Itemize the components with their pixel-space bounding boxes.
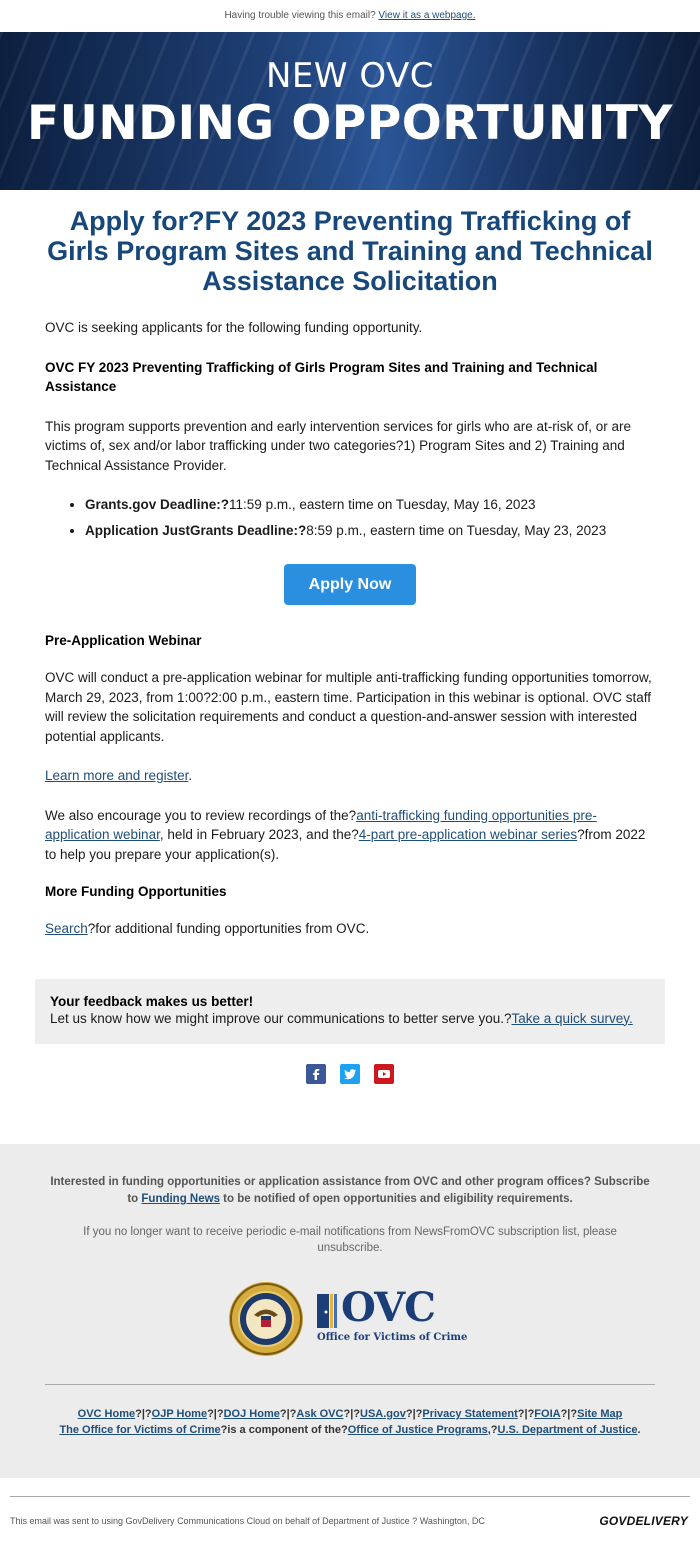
- webinar-text: OVC will conduct a pre-application webinar for multiple anti-trafficking funding opportunities tomorrow, March 29, 2023, from 1:00?2:00 p.m., eastern time. Participation in this webinar is optional. OVC staff will review the solicitation requirements and conduct a question-and-answer session with interested potential applicants.: [45, 670, 652, 744]
- view-webpage-link[interactable]: View it as a webpage.: [378, 10, 476, 21]
- ojp-home-link[interactable]: OJP Home: [151, 1408, 208, 1420]
- survey-link[interactable]: Take a quick survey.: [511, 1010, 633, 1026]
- twitter-icon[interactable]: [340, 1064, 360, 1084]
- link-separator: ?|?: [279, 1408, 297, 1420]
- recordings-text: [45, 806, 655, 865]
- youtube-icon[interactable]: [374, 1064, 394, 1084]
- apply-now-button[interactable]: Apply Now: [284, 564, 416, 605]
- social-links: [0, 1064, 700, 1086]
- recordings-text-1: We also encourage you to review recordings of the?: [45, 807, 357, 823]
- feedback-body: Let us know how we might improve our communications to better serve you.?: [50, 1010, 512, 1026]
- main-content: [0, 206, 700, 939]
- deadline-list: [45, 495, 655, 540]
- link-separator: ?|?: [343, 1408, 360, 1420]
- ovc-door-icon: [317, 1292, 337, 1330]
- logos: [0, 1282, 700, 1360]
- feedback-box: [35, 979, 665, 1045]
- privacy-statement-link[interactable]: Privacy Statement: [422, 1408, 518, 1420]
- bottom-divider: [10, 1496, 690, 1497]
- doj-home-link[interactable]: DOJ Home: [223, 1408, 280, 1420]
- program-description: This program supports prevention and early intervention services for girls who are at-risk of, or are victims of, sex and/or labor trafficking under two categories?1) Program Sites and 2) Training and Technical Assistance Provider.: [45, 418, 632, 473]
- link-separator: ?|?: [405, 1408, 423, 1420]
- learn-more-link[interactable]: Learn more and register: [45, 768, 189, 783]
- recordings-text-3: ?from 2022 to help you prepare your application(s).: [45, 827, 646, 862]
- deadline-item: [85, 521, 655, 541]
- deadline-label: Grants.gov Deadline:?: [85, 497, 230, 512]
- program-title: OVC FY 2023 Preventing Trafficking of Girls Program Sites and Training and Technical Assistance: [45, 359, 598, 394]
- deadline-item: [85, 495, 655, 515]
- search-link[interactable]: Search: [45, 921, 88, 936]
- funding-news-link[interactable]: Funding News: [141, 1193, 220, 1205]
- recordings-text-2: , held in February 2023, and the?: [159, 827, 359, 842]
- footer: [0, 1144, 700, 1478]
- intro-text: OVC is seeking applicants for the following funding opportunity.: [45, 320, 423, 335]
- learn-period: .: [188, 768, 193, 783]
- ovc-home-link[interactable]: OVC Home: [77, 1408, 136, 1420]
- subscribe-text-2: to be notified of open opportunities and eligibility requirements.: [219, 1193, 573, 1205]
- deadline-value: 8:59 p.m., eastern time on Tuesday, May 23, 2023: [306, 522, 607, 538]
- ovc-logo-text: OVC: [341, 1284, 436, 1331]
- footer-nav-line: [0, 1406, 700, 1422]
- pre-application-webinar-link[interactable]: anti-trafficking funding opportunities pre-application webinar: [45, 807, 597, 842]
- webinar-series-link[interactable]: 4-part pre-application webinar series: [358, 827, 578, 842]
- feedback-title: Your feedback makes us better!: [50, 993, 254, 1009]
- doj-link[interactable]: U.S. Department of Justice: [497, 1424, 638, 1436]
- link-separator: ?|?: [207, 1408, 224, 1420]
- trouble-text: Having trouble viewing this email?: [224, 10, 376, 21]
- doj-seal-icon: [229, 1282, 303, 1356]
- view-webpage-bar: [0, 0, 700, 32]
- learn-more-line: [45, 766, 655, 786]
- ask-ovc-link[interactable]: Ask OVC: [296, 1408, 344, 1420]
- facebook-icon[interactable]: [306, 1064, 326, 1084]
- component-end: .: [637, 1424, 641, 1436]
- govdelivery-notice: This email was sent to using GovDelivery Communications Cloud on behalf of Department of Justice ? Washington, DC: [10, 1516, 485, 1526]
- ojp-link[interactable]: Office of Justice Programs: [347, 1424, 488, 1436]
- more-funding-heading: More Funding Opportunities: [45, 884, 227, 899]
- component-text: ?is a component of the?: [220, 1424, 348, 1436]
- govdelivery-logo[interactable]: GOVDELIVERY: [599, 1514, 688, 1528]
- footer-divider: [45, 1384, 655, 1385]
- link-separator: ?|?: [135, 1408, 152, 1420]
- foia-link[interactable]: FOIA: [534, 1408, 561, 1420]
- link-separator: ?|?: [560, 1408, 578, 1420]
- deadline-label: Application JustGrants Deadline:?: [85, 522, 307, 538]
- webinar-heading: Pre-Application Webinar: [45, 633, 202, 648]
- subscribe-text: [0, 1174, 700, 1208]
- footer-links: [0, 1406, 700, 1438]
- feedback-text: [50, 1009, 650, 1029]
- component-comma: ,?: [487, 1424, 498, 1436]
- search-text: ?for additional funding opportunities from OVC.: [87, 921, 370, 936]
- site-map-link[interactable]: Site Map: [577, 1408, 623, 1420]
- ovc-link[interactable]: The Office for Victims of Crime: [59, 1424, 221, 1436]
- link-separator: ?|?: [517, 1408, 535, 1420]
- footer-component-line: [0, 1422, 700, 1438]
- ovc-logo-subtitle: Office for Victims of Crime: [317, 1332, 468, 1343]
- ovc-logo: [317, 1284, 468, 1348]
- subscribe-text-1: Interested in funding opportunities or application assistance from OVC and other program offices? Subscribe to: [50, 1176, 650, 1205]
- page-title: Apply for?FY 2023 Preventing Trafficking of Girls Program Sites and Training and Technical Assistance Solicitation: [47, 206, 653, 296]
- banner-line-1: NEW OVC: [265, 56, 434, 96]
- deadline-value: 11:59 p.m., eastern time on Tuesday, May 16, 2023: [229, 497, 536, 512]
- search-line: [45, 919, 655, 939]
- header-banner: [0, 32, 700, 190]
- usa-gov-link[interactable]: USA.gov: [360, 1408, 406, 1420]
- unsubscribe-text: If you no longer want to receive periodic e-mail notifications from NewsFromOVC subscription list, please unsubscribe.: [83, 1226, 617, 1254]
- banner-line-2: FUNDING OPPORTUNITY: [27, 96, 673, 151]
